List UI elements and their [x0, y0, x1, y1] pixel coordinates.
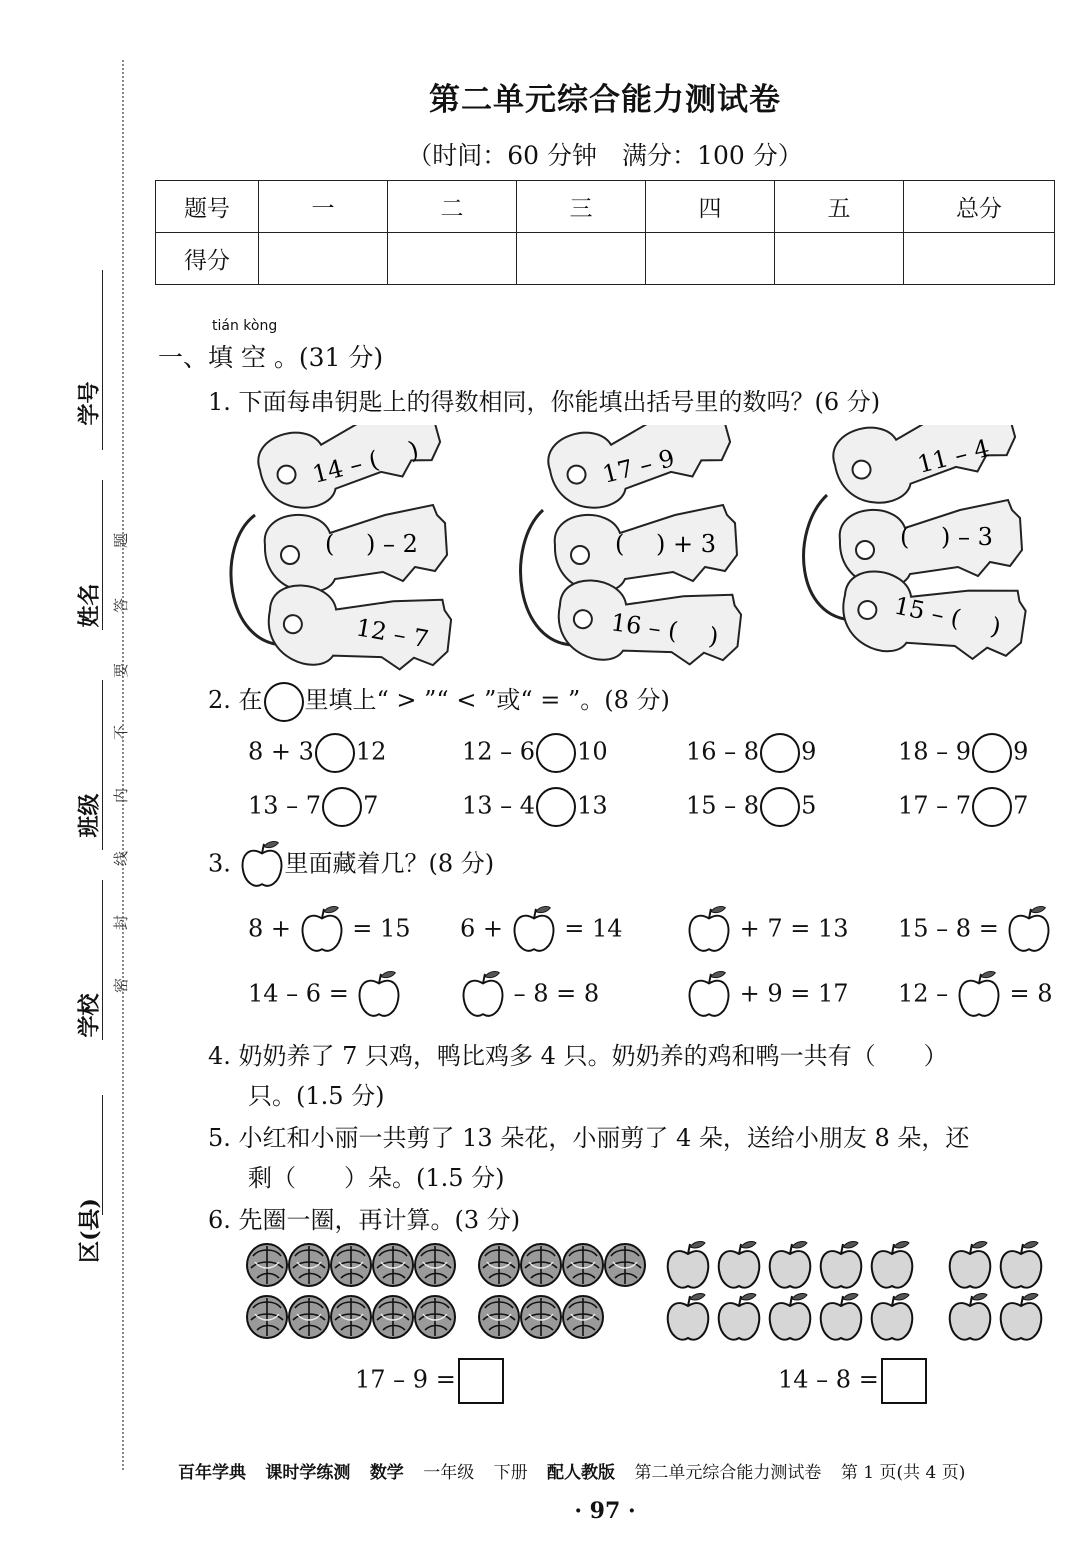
compare-right: 13: [577, 791, 608, 820]
footer-volume: 下册: [493, 1463, 528, 1483]
apple-icon[interactable]: [460, 970, 506, 1020]
footer-series: 课时学练测: [265, 1463, 351, 1483]
question-2-pre: 2. 在: [208, 686, 263, 714]
apple-icon[interactable]: [356, 970, 402, 1020]
key-label: 11 – 4: [914, 433, 993, 479]
hint-char: 封: [112, 914, 131, 931]
score-cell[interactable]: [904, 233, 1055, 285]
equation-pre: 8 +: [248, 914, 292, 943]
key-label: 17 – 9: [599, 443, 678, 489]
label-school: 学校: [76, 993, 103, 1038]
footer-test-name: 第二单元综合能力测试卷: [634, 1463, 822, 1483]
compare-answer-circle[interactable]: [315, 733, 355, 773]
compare-left: 15 – 8: [686, 791, 760, 820]
compare-item: [898, 787, 1028, 827]
compare-right: 9: [1013, 737, 1029, 766]
apple-equation: [248, 970, 402, 1020]
question-4-line-2: 只。(1.5 分): [248, 1082, 385, 1110]
answer-box[interactable]: [458, 1358, 504, 1404]
score-table-header-cell: 题号: [156, 181, 259, 233]
equation-text: 17 – 9 =: [355, 1365, 456, 1394]
compare-right: 7: [1013, 791, 1029, 820]
compare-right: 7: [363, 791, 379, 820]
section-heading: 一、填 空 。(31 分): [158, 343, 384, 372]
score-table-header-row: [156, 181, 1055, 233]
apple-count-group: [668, 1242, 1042, 1340]
equation-post: = 8: [1009, 979, 1053, 1008]
compare-answer-circle[interactable]: [536, 787, 576, 827]
key-label: 14 – ( ): [309, 435, 422, 489]
hint-char: 线: [112, 850, 131, 867]
question-4-line-1: 4. 奶奶养了 7 只鸡，鸭比鸡多 4 只。奶奶养的鸡和鸭一共有（ ）: [208, 1042, 948, 1070]
calc-equation-1: [355, 1358, 504, 1404]
compare-answer-circle[interactable]: [760, 733, 800, 773]
question-3-pre: 3.: [208, 849, 231, 878]
apple-icon[interactable]: [1006, 905, 1052, 955]
footer-page: 第 1 页(共 4 页): [840, 1463, 966, 1483]
score-cell[interactable]: [517, 233, 646, 285]
compare-left: 17 – 7: [898, 791, 972, 820]
key-label: 16 – ( ): [609, 608, 721, 651]
score-table-header-cell: 四: [646, 181, 775, 233]
compare-right: 9: [801, 737, 817, 766]
compare-answer-circle[interactable]: [322, 787, 362, 827]
equation-pre: 12 –: [898, 979, 949, 1008]
key-group-1: [231, 425, 456, 675]
hint-char: 要: [112, 662, 131, 679]
cabbage-group: [247, 1244, 645, 1338]
question-2-text: [208, 680, 670, 722]
apple-icon[interactable]: [511, 905, 557, 955]
label-student-id: 学号: [76, 381, 103, 426]
score-table-header-cell: 二: [388, 181, 517, 233]
page-title: 第二单元综合能力测试卷: [429, 82, 781, 118]
apple-equation: [460, 970, 599, 1020]
equation-post: = 15: [352, 914, 411, 943]
counting-illustration: [245, 1240, 1055, 1350]
compare-left: 16 – 8: [686, 737, 760, 766]
key-label: ( ) – 3: [900, 523, 993, 551]
apple-equation: [460, 905, 623, 955]
equation-post: + 7 = 13: [739, 914, 849, 943]
compare-answer-circle[interactable]: [760, 787, 800, 827]
compare-item: [462, 787, 608, 827]
compare-circle-icon: [264, 682, 304, 722]
apple-icon[interactable]: [686, 970, 732, 1020]
compare-right: 10: [577, 737, 608, 766]
compare-left: 13 – 4: [462, 791, 536, 820]
compare-item: [686, 787, 816, 827]
key-label: 12 – 7: [353, 613, 431, 654]
score-table-header-cell: 三: [517, 181, 646, 233]
score-table: [155, 180, 1055, 285]
footer-brand: 百年学典: [178, 1463, 246, 1483]
compare-left: 13 – 7: [248, 791, 322, 820]
compare-item: [462, 733, 608, 773]
compare-right: 5: [801, 791, 817, 820]
score-table-score-row: [156, 233, 1055, 285]
equation-pre: 14 – 6 =: [248, 979, 349, 1008]
key-group-3: [804, 425, 1032, 675]
footer-grade: 一年级: [423, 1463, 475, 1483]
apple-equation: [248, 905, 411, 955]
section-pinyin: tián kòng: [212, 318, 278, 334]
apple-equation: [686, 970, 849, 1020]
page-footer: [178, 1458, 965, 1483]
compare-item: [248, 787, 378, 827]
compare-answer-circle[interactable]: [972, 733, 1012, 773]
question-3-text: [208, 840, 494, 890]
hint-char: 答: [112, 597, 131, 614]
compare-item: [898, 733, 1028, 773]
apple-icon[interactable]: [956, 970, 1002, 1020]
key-label: 15 – ( ): [891, 591, 1004, 642]
score-cell[interactable]: [775, 233, 904, 285]
hint-char: 内: [112, 787, 131, 804]
score-cell[interactable]: [388, 233, 517, 285]
apple-equation: [898, 970, 1052, 1020]
equation-post: + 9 = 17: [739, 979, 849, 1008]
compare-left: 12 – 6: [462, 737, 536, 766]
apple-icon[interactable]: [299, 905, 345, 955]
apple-icon: [239, 840, 285, 890]
equation-post: – 8 = 8: [513, 979, 600, 1008]
hint-char: 不: [112, 724, 131, 741]
label-district: 区(县): [76, 1198, 103, 1263]
score-cell[interactable]: [646, 233, 775, 285]
question-5-line-1: 5. 小红和小丽一共剪了 13 朵花，小丽剪了 4 朵，送给小朋友 8 朵，还: [208, 1124, 970, 1152]
district-underline: [102, 1095, 103, 1215]
key-group-2: [521, 425, 747, 675]
compare-answer-circle[interactable]: [536, 733, 576, 773]
key-rings-illustration: [225, 425, 1075, 675]
question-3-post: 里面藏着几？(8 分): [284, 849, 495, 878]
apple-equation: [898, 905, 1052, 955]
label-class: 班级: [76, 793, 103, 838]
hint-char: 题: [112, 532, 131, 549]
equation-pre: 15 – 8 =: [898, 914, 999, 943]
apple-icon[interactable]: [686, 905, 732, 955]
compare-answer-circle[interactable]: [972, 787, 1012, 827]
label-name: 姓名: [76, 583, 103, 628]
question-1-text: 1. 下面每串钥匙上的得数相同，你能填出括号里的数吗？(6 分): [208, 388, 881, 416]
key-label: ( ) – 2: [325, 530, 418, 558]
compare-item: [248, 733, 386, 773]
question-6-text: 6. 先圈一圈，再计算。(3 分): [208, 1206, 521, 1234]
equation-text: 14 – 8 =: [778, 1365, 879, 1394]
answer-box[interactable]: [881, 1358, 927, 1404]
calc-equation-2: [778, 1358, 927, 1404]
compare-right: 12: [355, 737, 387, 766]
footer-subject: 数学: [369, 1463, 404, 1483]
page-subtitle: （时间：60 分钟 满分：100 分）: [407, 141, 803, 170]
page-number: · 97 ·: [574, 1498, 636, 1524]
score-table-header-cell: 五: [775, 181, 904, 233]
binding-dashed-line: [122, 60, 124, 1470]
compare-item: [686, 733, 816, 773]
equation-pre: 6 +: [460, 914, 504, 943]
equation-post: = 14: [564, 914, 623, 943]
score-cell[interactable]: [259, 233, 388, 285]
score-table-header-cell: 总分: [904, 181, 1055, 233]
score-row-label: 得分: [156, 233, 259, 285]
compare-left: 18 – 9: [898, 737, 972, 766]
question-5-line-2: 剩（ ）朵。(1.5 分): [248, 1164, 505, 1192]
score-table-header-cell: 一: [259, 181, 388, 233]
apple-equation: [686, 905, 849, 955]
hint-char: 密: [112, 977, 131, 994]
key-label: ( ) + 3: [615, 530, 716, 558]
question-2-post: 里填上“ > ”“ < ”或“ = ”。(8 分): [304, 686, 670, 714]
compare-left: 8 + 3: [248, 737, 314, 766]
footer-edition: 配人教版: [547, 1463, 616, 1483]
